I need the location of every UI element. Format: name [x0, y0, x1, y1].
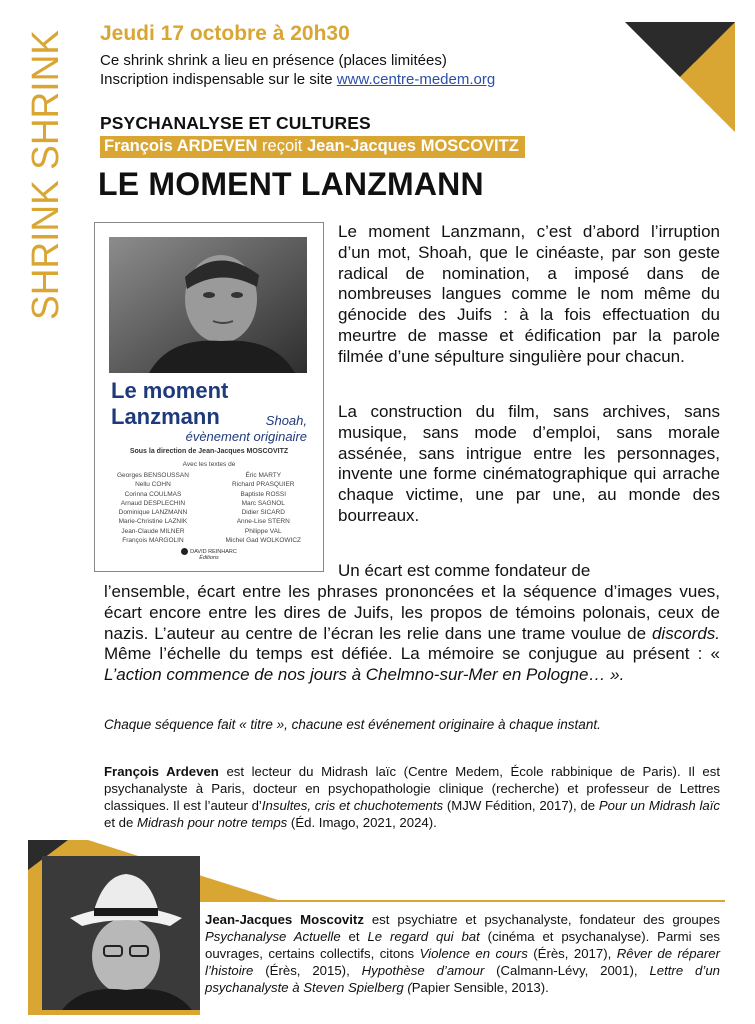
para3-quote: L’action commence de nos jours à Chelmno-sur-Mer en Pologne… ». [104, 665, 625, 685]
cover-portrait-photo [109, 237, 307, 373]
paragraph-3-start: Un écart est comme fondateur de [338, 561, 591, 580]
bio2-name: Jean-Jacques Moscovitz [205, 912, 364, 927]
contributor: Anne-Lise STERN [236, 518, 290, 526]
bio2-book: Rêver de réparer l’histoire [205, 946, 721, 978]
vertical-side-title [14, 20, 74, 330]
para3-discords: discords. [651, 623, 720, 643]
contributor: Marc SAGNOL [241, 499, 285, 507]
contributor: Corinna COULMAS [124, 490, 182, 498]
host-banner [100, 136, 525, 158]
cover-subtitle-line-2: évènement originaire [185, 429, 307, 444]
bio2-book: Violence en cours [419, 946, 528, 961]
bio2-book: Le regard qui bat [367, 929, 480, 944]
bio-jean-jacques-moscovitz [205, 911, 720, 996]
book-cover [94, 222, 324, 572]
contributor: Richard PRASQUIER [232, 481, 295, 489]
contributors-left [117, 471, 189, 545]
cover-avec: Avec les textes de [182, 461, 236, 468]
italic-note: Chaque séquence fait « titre », chacune est événement originaire à chaque instant. [104, 717, 601, 732]
portrait-photo [42, 856, 200, 1010]
contributor: Éric MARTY [245, 472, 282, 479]
bio1-book: Midrash pour notre temps [137, 815, 288, 830]
bio2-text: (Érès, 2015), [253, 963, 362, 978]
series-title: PSYCHANALYSE ET CULTURES [100, 113, 371, 133]
contributor: Dominique LANZMANN [118, 509, 188, 517]
contributor: Baptiste ROSSI [240, 490, 287, 498]
paragraph-1: Le moment Lanzmann, c’est d’abord l’irruption d’un mot, Shoah, que le cinéaste, par son geste radical de nomination, a imposé dans de nombreuses langues comme le nom même du génocide des Juifs : à la fois effectuation du meurtre de masse et édification par la parole filmée d’une sépulture singulière pour chacun. [338, 222, 720, 366]
bio2-text: (cinéma et psychanalyse). Parmi ses ouvrages, certains collectifs, citons [205, 929, 721, 961]
cover-contributors [117, 471, 301, 545]
bio1-text: (MJW Fédition, 2017), de [443, 798, 599, 813]
bio2-text: (Érès, 2017), [527, 946, 617, 961]
publisher-sub: Éditions [199, 555, 219, 561]
bio1-book: Insultes, cris et chuchotements [261, 798, 444, 813]
contributor: Nellu COHN [135, 481, 171, 489]
info-line-2 [100, 70, 495, 89]
cover-title-line-2: Lanzmann [111, 404, 220, 429]
page-title: LE MOMENT LANZMANN [98, 166, 484, 202]
contributor: Michel Gad WOLKOWICZ [225, 537, 301, 545]
para3-text-b: Même l’échelle du temps est défiée. La mémoire se conjugue au présent : « [104, 644, 720, 664]
contributor: Philippe VAL [244, 527, 282, 535]
cover-title-line-1: Le moment [111, 378, 229, 403]
contributors-right [226, 471, 301, 545]
bio2-book: Lettre d’un psychanalyste à Steven Spielberg ( [205, 963, 720, 995]
paragraph-2: La construction du film, sans archives, sans musique, sans mode d’emploi, sans morale assénée, sans intrigue entre les personnages, invente une forme cinématographique qui arrache chaque victime, une par une, au monde des bourreaux. [338, 402, 720, 525]
contributor: Arnaud DESPLECHIN [120, 499, 186, 507]
publisher-logo-icon [181, 548, 188, 555]
contributor: Marie-Christine LAZNIK [118, 518, 188, 526]
cover-direction: Sous la direction de Jean-Jacques MOSCOVITZ [129, 448, 289, 455]
corner-triangle-graphic [625, 22, 735, 132]
host-name: François ARDEVEN [104, 137, 258, 155]
side-title-text: SHRINK SHRINK [25, 22, 67, 320]
bio2-text: et [340, 929, 368, 944]
cover-subtitle-line-1: Shoah, [265, 413, 307, 428]
bio2-text: est psychiatre et psychanalyste, fondateur des groupes [363, 912, 720, 927]
info-prefix: Inscription indispensable sur le site [100, 71, 337, 88]
event-date: Jeudi 17 octobre à 20h30 [100, 22, 350, 45]
host-verb: reçoit [257, 137, 307, 155]
cover-subtitle [186, 413, 307, 445]
bio2-text: (Calmann-Lévy, 2001), [484, 963, 650, 978]
contributor: Georges BENSOUSSAN [117, 472, 189, 479]
info-line-1: Ce shrink shrink a lieu en présence (places limitées) [100, 52, 447, 69]
website-link[interactable]: www.centre-medem.org [336, 71, 496, 88]
paragraph-3 [104, 582, 720, 686]
bio2-text: Papier Sensible, 2013). [411, 980, 549, 995]
cover-publisher [95, 548, 323, 561]
bio2-book: Hypothèse d’amour [361, 963, 485, 978]
bio1-book: Pour un Midrash laïc [598, 798, 720, 813]
contributor: Didier SICARD [241, 509, 285, 517]
guest-name: Jean-Jacques MOSCOVITZ [306, 137, 519, 155]
contributor: François MARGOLIN [122, 537, 184, 545]
contributor: Jean-Claude MILNER [121, 527, 185, 535]
bio1-name: François Ardeven [104, 764, 219, 779]
bio1-text: (Éd. Imago, 2021, 2024). [287, 815, 437, 830]
bio1-text: est lecteur du Midrash laïc (Centre Medem, École rabbinique de Paris). Il est psychanalyste à Paris, docteur en psychopathologie clinique (recherche) et professeur de Lettres classiques. Il est l’auteur d’ [104, 764, 720, 813]
bio1-text: et de [104, 815, 137, 830]
bio-francois-ardeven [104, 763, 720, 831]
event-info [100, 51, 495, 89]
para3-text-a: l’ensemble, écart entre les phrases prononcées et la séquence d’images vues, écart encore entre les dires de Juifs, les propos de témoins polonais, ceux de nazis. L’auteur au centre de l’écran les relie dans une trame voulue de [104, 582, 720, 643]
bio2-book: Psychanalyse Actuelle [205, 929, 341, 944]
publisher-name: DAVID REINHARC [190, 548, 237, 555]
